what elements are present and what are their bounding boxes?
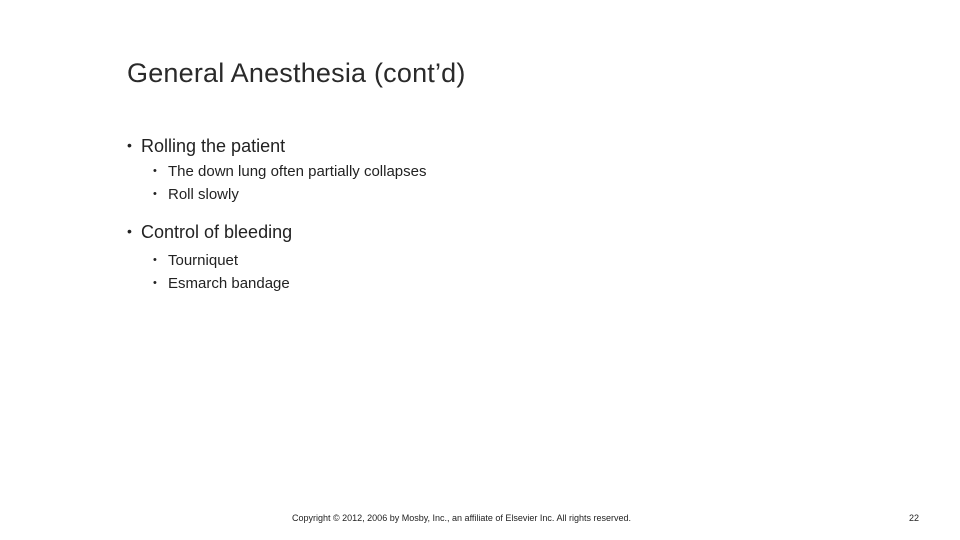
sub-bullet-item — [153, 186, 239, 203]
bullet-dot-icon: • — [153, 277, 157, 289]
sub-bullet-item — [153, 275, 290, 292]
bullet-dot-icon: • — [127, 223, 132, 239]
bullet-dot-icon: • — [153, 254, 157, 266]
sub-bullet-text: Tourniquet — [168, 252, 239, 269]
slide-title: General Anesthesia (cont’d) — [127, 58, 466, 88]
sub-bullet-item — [153, 252, 238, 269]
bullet-dot-icon: • — [153, 188, 157, 200]
sub-bullet-text: Esmarch bandage — [168, 275, 290, 292]
copyright-notice: Copyright © 2012, 2006 by Mosby, Inc., an affiliate of Elsevier Inc. All rights reserved. — [292, 513, 631, 523]
bullet-dot-icon: • — [127, 137, 132, 153]
bullet-item — [127, 136, 285, 157]
sub-bullet-text: Roll slowly — [168, 186, 239, 203]
bullet-text: Rolling the patient — [141, 136, 286, 156]
bullet-dot-icon: • — [153, 165, 157, 177]
bullet-text: Control of bleeding — [141, 222, 293, 242]
bullet-item — [127, 222, 292, 243]
sub-bullet-item — [153, 163, 427, 180]
page-number: 22 — [909, 513, 920, 523]
sub-bullet-text: The down lung often partially collapses — [168, 163, 427, 180]
